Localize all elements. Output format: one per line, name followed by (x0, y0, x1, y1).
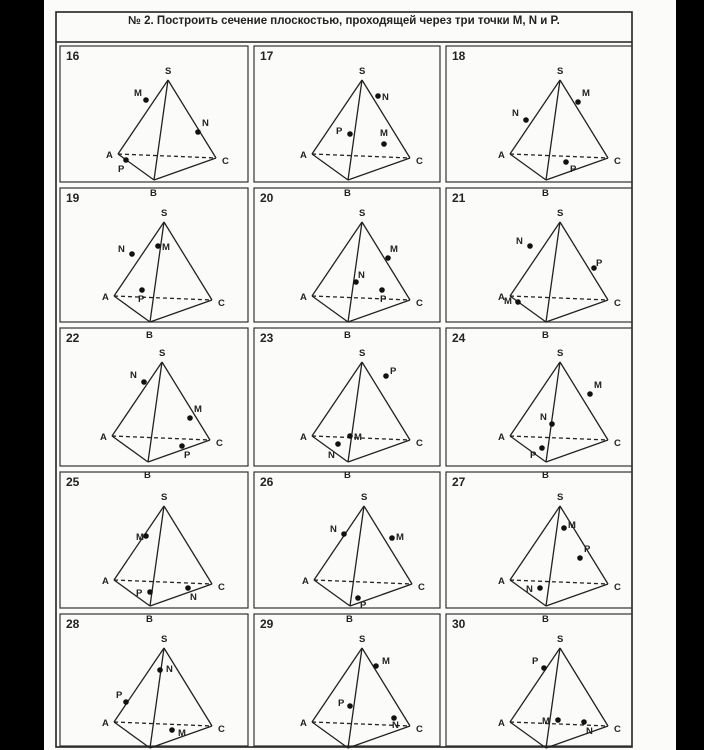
label-a: A (300, 292, 307, 303)
label-m: M (162, 242, 170, 253)
cell-border (254, 472, 440, 608)
label-s: S (557, 492, 564, 503)
edge-SB (546, 362, 560, 462)
label-b: B (346, 614, 353, 625)
point-m-dot (169, 727, 175, 733)
edge-BC (150, 584, 212, 606)
edge-AC-hidden (510, 154, 608, 158)
tetrahedron-figure (66, 191, 225, 341)
label-c: C (614, 438, 621, 449)
edge-AC-hidden (312, 154, 410, 158)
label-p: P (118, 164, 125, 175)
label-m: M (134, 88, 142, 99)
problem-number: 16 (66, 49, 80, 63)
label-m: M (194, 404, 202, 415)
edge-SC (560, 362, 608, 440)
edge-BC (546, 726, 608, 748)
label-n: N (516, 236, 523, 247)
tetrahedron-figure (452, 49, 621, 199)
label-a: A (102, 576, 109, 587)
point-m-dot (143, 533, 149, 539)
edge-SA (114, 222, 164, 296)
label-n: N (330, 524, 337, 535)
point-n-dot (157, 667, 163, 673)
label-c: C (218, 582, 225, 593)
edge-AC-hidden (312, 296, 410, 300)
label-b: B (344, 188, 351, 199)
label-a: A (498, 292, 505, 303)
point-p-dot (539, 445, 545, 451)
point-p-dot (347, 131, 353, 137)
point-m-dot (347, 433, 353, 439)
label-s: S (557, 66, 564, 77)
label-n: N (202, 118, 209, 129)
edge-BC (546, 584, 608, 606)
point-m-dot (389, 535, 395, 541)
label-s: S (557, 208, 564, 219)
edge-AB (510, 154, 546, 180)
label-a: A (102, 292, 109, 303)
problem-number: 19 (66, 191, 80, 205)
label-a: A (100, 432, 107, 443)
point-n-dot (335, 441, 341, 447)
edge-AB (510, 722, 546, 748)
tetrahedron-figure (452, 191, 621, 341)
label-p: P (596, 258, 603, 269)
label-a: A (302, 576, 309, 587)
cell-border (446, 328, 632, 466)
label-c: C (216, 438, 223, 449)
edge-SB (546, 80, 560, 180)
tetrahedron-figure (452, 331, 621, 481)
tetrahedron-figure (260, 191, 423, 341)
label-s: S (359, 634, 366, 645)
point-n-dot (341, 531, 347, 537)
label-a: A (498, 432, 505, 443)
problem-number: 22 (66, 331, 80, 345)
edge-SB (546, 648, 560, 748)
label-n: N (118, 244, 125, 255)
edge-SA (312, 362, 362, 436)
label-p: P (570, 164, 577, 175)
cell-border (254, 614, 440, 746)
edge-AB (114, 580, 150, 606)
edge-BC (348, 158, 410, 180)
label-s: S (557, 634, 564, 645)
label-p: P (532, 656, 539, 667)
tetrahedron-figure (260, 617, 423, 750)
label-n: N (190, 592, 197, 603)
edge-AB (314, 580, 350, 606)
edge-BC (546, 158, 608, 180)
label-c: C (416, 156, 423, 167)
label-a: A (106, 150, 113, 161)
edge-BC (546, 300, 608, 322)
edge-SA (312, 80, 362, 154)
label-s: S (359, 348, 366, 359)
point-p-dot (563, 159, 569, 165)
edge-AC-hidden (118, 154, 216, 158)
problem-number: 23 (260, 331, 274, 345)
label-n: N (586, 726, 593, 737)
edge-SB (150, 222, 164, 322)
edge-SC (164, 222, 212, 300)
edge-AC-hidden (114, 580, 212, 584)
label-n: N (130, 370, 137, 381)
label-m: M (568, 520, 576, 531)
point-m-dot (381, 141, 387, 147)
label-n: N (512, 108, 519, 119)
label-s: S (359, 208, 366, 219)
label-m: M (504, 296, 512, 307)
label-b: B (542, 614, 549, 625)
label-m: M (390, 244, 398, 255)
label-m: M (542, 716, 550, 727)
label-m: M (380, 128, 388, 139)
edge-AB (312, 722, 348, 748)
problem-number: 30 (452, 617, 466, 631)
label-c: C (218, 298, 225, 309)
point-n-dot (195, 129, 201, 135)
edge-BC (546, 440, 608, 462)
edge-SA (312, 222, 362, 296)
label-a: A (498, 150, 505, 161)
point-m-dot (561, 525, 567, 531)
label-a: A (300, 150, 307, 161)
point-n-dot (185, 585, 191, 591)
point-p-dot (147, 589, 153, 595)
label-c: C (614, 156, 621, 167)
label-c: C (614, 298, 621, 309)
problem-number: 24 (452, 331, 466, 345)
edge-SC (560, 648, 608, 726)
point-p-dot (123, 157, 129, 163)
edge-AB (114, 722, 150, 748)
problem-number: 18 (452, 49, 466, 63)
label-a: A (498, 576, 505, 587)
point-p-dot (179, 443, 185, 449)
label-c: C (416, 298, 423, 309)
edge-SC (362, 222, 410, 300)
label-n: N (540, 412, 547, 423)
point-n-dot (375, 93, 381, 99)
label-s: S (361, 492, 368, 503)
point-n-dot (523, 117, 529, 123)
point-p-dot (577, 555, 583, 561)
label-c: C (614, 724, 621, 735)
edge-BC (148, 440, 210, 462)
task-title: № 2. Построить сечение плоскостью, проходящей через три точки M, N и P. (128, 15, 560, 27)
edge-AB (510, 296, 546, 322)
label-s: S (165, 66, 172, 77)
tetrahedron-figure (66, 617, 225, 750)
edge-SA (112, 362, 162, 436)
problem-number: 29 (260, 617, 274, 631)
point-n-dot (537, 585, 543, 591)
point-p-dot (541, 665, 547, 671)
edge-SB (348, 80, 362, 180)
edge-SB (546, 506, 560, 606)
edge-SA (314, 506, 364, 580)
point-m-dot (515, 299, 521, 305)
edge-SC (162, 362, 210, 440)
edge-SB (546, 222, 560, 322)
label-n: N (392, 720, 399, 731)
label-m: M (582, 88, 590, 99)
problem-number: 21 (452, 191, 466, 205)
edge-SA (510, 506, 560, 580)
point-p-dot (383, 373, 389, 379)
edge-BC (150, 300, 212, 322)
edge-AC-hidden (510, 296, 608, 300)
edge-AC-hidden (114, 722, 212, 726)
label-c: C (418, 582, 425, 593)
label-b: B (542, 330, 549, 341)
label-n: N (526, 584, 533, 595)
label-p: P (360, 600, 367, 611)
edge-BC (348, 726, 410, 748)
label-s: S (359, 66, 366, 77)
cell-border (254, 328, 440, 466)
edge-SB (154, 80, 168, 180)
tetrahedron-figure (260, 475, 425, 625)
outer-frame (56, 12, 632, 747)
label-p: P (338, 698, 345, 709)
label-b: B (542, 188, 549, 199)
label-c: C (416, 438, 423, 449)
edge-SA (114, 506, 164, 580)
label-p: P (136, 588, 143, 599)
cell-border (446, 46, 632, 182)
label-b: B (344, 330, 351, 341)
point-n-dot (129, 251, 135, 257)
label-s: S (161, 634, 168, 645)
edge-BC (154, 158, 216, 180)
label-a: A (300, 432, 307, 443)
label-m: M (594, 380, 602, 391)
point-n-dot (141, 379, 147, 385)
edge-AB (114, 296, 150, 322)
tetrahedron-figure (66, 49, 229, 199)
point-n-dot (549, 421, 555, 427)
label-m: M (396, 532, 404, 543)
label-m: M (136, 532, 144, 543)
label-n: N (166, 664, 173, 675)
label-b: B (542, 470, 549, 481)
label-b: B (344, 470, 351, 481)
problem-number: 25 (66, 475, 80, 489)
label-m: M (354, 432, 362, 443)
tetrahedron-figure (452, 475, 621, 625)
edge-BC (348, 300, 410, 322)
point-n-dot (527, 243, 533, 249)
label-a: A (300, 718, 307, 729)
point-p-dot (379, 287, 385, 293)
tetrahedron-figure (66, 475, 225, 625)
point-m-dot (187, 415, 193, 421)
edge-SC (164, 506, 212, 584)
point-p-dot (347, 703, 353, 709)
label-c: C (416, 724, 423, 735)
label-n: N (358, 270, 365, 281)
edge-SA (118, 80, 168, 154)
label-c: C (614, 582, 621, 593)
label-p: P (584, 544, 591, 555)
tetrahedron-figure (260, 331, 423, 481)
label-p: P (530, 450, 537, 461)
tetrahedron-figure (452, 617, 621, 750)
problem-number: 20 (260, 191, 274, 205)
edge-SB (148, 362, 162, 462)
label-p: P (336, 126, 343, 137)
label-m: M (178, 728, 186, 739)
label-p: P (380, 294, 387, 305)
label-n: N (382, 92, 389, 103)
edge-AC-hidden (112, 436, 210, 440)
cell-border (60, 46, 248, 182)
problem-number: 26 (260, 475, 274, 489)
label-s: S (557, 348, 564, 359)
cell-border (254, 46, 440, 182)
label-a: A (102, 718, 109, 729)
label-s: S (161, 208, 168, 219)
edge-SB (350, 506, 364, 606)
label-b: B (150, 188, 157, 199)
label-p: P (184, 450, 191, 461)
edge-SB (348, 362, 362, 462)
cell-border (254, 188, 440, 322)
edge-AB (312, 296, 348, 322)
point-m-dot (587, 391, 593, 397)
edge-SA (312, 648, 362, 722)
problem-number: 27 (452, 475, 466, 489)
edge-SC (364, 506, 412, 584)
point-n-dot (581, 719, 587, 725)
label-a: A (498, 718, 505, 729)
edge-AC-hidden (510, 436, 608, 440)
label-m: M (382, 656, 390, 667)
edge-BC (348, 440, 410, 462)
label-p: P (116, 690, 123, 701)
label-s: S (159, 348, 166, 359)
edge-SA (510, 222, 560, 296)
point-m-dot (385, 255, 391, 261)
edge-SB (348, 648, 362, 748)
edge-AB (312, 154, 348, 180)
label-c: C (222, 156, 229, 167)
point-p-dot (139, 287, 145, 293)
edge-AC-hidden (114, 296, 212, 300)
label-b: B (146, 330, 153, 341)
edge-SA (114, 648, 164, 722)
label-b: B (144, 470, 151, 481)
point-m-dot (373, 663, 379, 669)
label-b: B (146, 614, 153, 625)
edge-SC (164, 648, 212, 726)
edge-AC-hidden (510, 580, 608, 584)
label-c: C (218, 724, 225, 735)
label-p: P (138, 294, 145, 305)
point-m-dot (155, 243, 161, 249)
point-m-dot (575, 99, 581, 105)
problem-number: 28 (66, 617, 80, 631)
tetrahedron-figure (66, 331, 223, 481)
point-m-dot (555, 717, 561, 723)
label-n: N (328, 450, 335, 461)
point-p-dot (123, 699, 129, 705)
tetrahedron-figure (260, 49, 423, 199)
label-s: S (161, 492, 168, 503)
edge-AC-hidden (314, 580, 412, 584)
label-p: P (390, 366, 397, 377)
problem-number: 17 (260, 49, 274, 63)
point-m-dot (143, 97, 149, 103)
edge-SB (150, 648, 164, 748)
edge-AB (112, 436, 148, 462)
